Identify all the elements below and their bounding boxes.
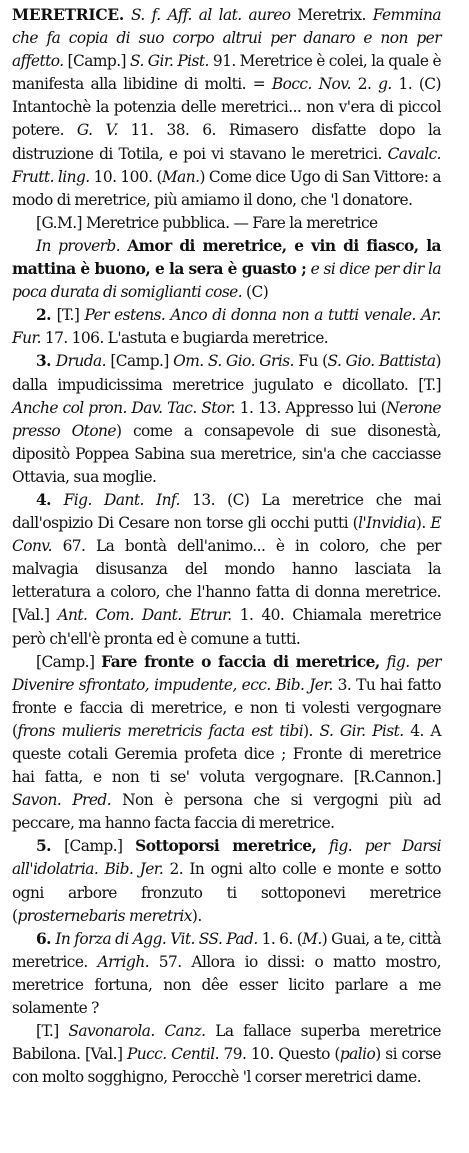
text-run: 3. Tu hai fatto fronte e faccia di meretrice, e non ti volesti vergognare ( xyxy=(12,675,441,740)
sense-2 xyxy=(12,304,441,350)
entry-phrase xyxy=(12,212,441,235)
text-run: frons mulieris meretricis facta est tibi xyxy=(17,721,304,740)
text-run: prosternebaris meretrix xyxy=(17,906,192,925)
text-run: 1. 6. ( xyxy=(257,929,303,948)
text-run: Man. xyxy=(161,167,200,186)
text-run: 2. xyxy=(350,75,379,94)
text-run: [Camp.] xyxy=(36,652,102,671)
text-run: ) dalla impudicissima meretrice jugulato e dicollato. [T.] xyxy=(12,352,441,394)
text-run: G. V. xyxy=(76,121,118,140)
phrase-fare-fronte xyxy=(12,651,441,836)
text-run: ) come a consapevole di sue disonestà, dipositò Poppea Sabina sua meretrice, sin'a che cacciasse Ottavia, sua moglie. xyxy=(12,421,441,486)
entry-definition xyxy=(12,4,441,212)
text-run: g. xyxy=(378,75,392,94)
text-run: ) Come dice Ugo di San Vittore: a modo di meretrice, più amiamo il dono, che 'l donatore. xyxy=(12,167,441,209)
text-run: 6. xyxy=(36,929,56,948)
entry-proverb xyxy=(12,235,441,304)
text-run: La fallace superba meretrice Babilona. [Val.] xyxy=(12,1022,441,1064)
text-run: Non è persona che si vergogni più ad peccare, ma hanno facta faccia di meretrice. xyxy=(12,791,441,833)
text-run: palio xyxy=(339,1045,376,1064)
text-run: M. xyxy=(302,929,322,948)
text-run: S. Gir. Pist. xyxy=(130,52,209,71)
sense-3 xyxy=(12,350,441,489)
text-run: 2. xyxy=(36,306,57,325)
text-run: ). xyxy=(191,906,202,925)
text-run: Fig. Dant. Inf. xyxy=(63,490,180,509)
text-run: 10. 100. ( xyxy=(89,167,162,186)
text-run: S. f. Aff. al lat. aureo xyxy=(130,6,291,24)
text-run: 1. 13. Appresso lui ( xyxy=(235,398,387,417)
text-run: Druda. xyxy=(55,352,107,371)
text-run: Fu ( xyxy=(293,352,328,371)
text-run: 5. xyxy=(36,837,65,856)
citation-savonarola xyxy=(12,1020,441,1089)
text-run: l'Invidia xyxy=(358,514,416,533)
text-run: 1. 40. Chiamala meretrice però ch'ell'è pronta ed è comune a tutti. xyxy=(12,606,442,648)
text-run: [Camp.] xyxy=(64,837,136,856)
text-run: 57. Allora io dissi: o matto mostro, meretrice fortuna, non dêe esser licito parlare a me solamente ? xyxy=(12,952,441,1018)
text-run: ). xyxy=(415,514,431,533)
text-run: [Camp.] xyxy=(106,352,174,371)
text-run: [G.M.] Meretrice pubblica. — Fare la meretrice xyxy=(36,213,378,232)
text-run: Nerone presso Otone xyxy=(12,398,441,440)
text-run: 17. 106. L'astuta e bugiarda meretrice. xyxy=(40,329,329,348)
text-run: Anche col pron. Dav. Tac. Stor. xyxy=(12,398,236,417)
text-run: Savonarola. Canz. xyxy=(68,1022,206,1041)
definition-text xyxy=(12,6,441,209)
text-run: 4. A queste cotali Geremia profeta dice ; Fronte di meretrice hai fatta, e non ti se' voluta vergognare. [R.Cannon.] xyxy=(12,721,441,787)
text-run: 11. 38. 6. Rimasero disfatte dopo la distruzione di Totila, e poi vi stavano le meretrici. xyxy=(12,121,441,163)
text-run: S. Gio. Battista xyxy=(327,352,436,371)
text-run: Per estens. Anco di donna non a tutti venale. Ar. Fur. xyxy=(12,306,441,348)
text-run: 1. (C) Intantochè la potenzia delle meretrici... non v'era di piccol potere. xyxy=(12,75,441,140)
text-run: Bocc. Nov. xyxy=(271,75,351,94)
text-run: e si dice per dir la poca durata di somiglianti cose. xyxy=(12,260,441,302)
text-run: (C) xyxy=(242,283,269,302)
text-run: ) si corse con molto sogghigno, Perocchè 'l corser meretrici dame. xyxy=(12,1045,441,1087)
text-run: fig. per Darsi all'idolatria. Bib. Jer. xyxy=(12,837,441,879)
text-run: [Camp.] xyxy=(63,52,130,71)
text-run: Om. S. Gio. Gris. xyxy=(173,352,294,371)
text-run: Arrigh. xyxy=(97,952,150,971)
text-run: Sottoporsi meretrice, xyxy=(135,837,317,856)
text-run: Cavalc. Frutt. ling. xyxy=(12,144,441,186)
text-run: 79. 10. Questo ( xyxy=(218,1045,340,1064)
text-run: Femmina che fa copia di suo corpo altrui per danaro e non per affetto. xyxy=(12,6,441,71)
text-run: 3. xyxy=(36,352,56,371)
sense-5 xyxy=(12,835,441,927)
text-run: [T.] xyxy=(56,306,85,325)
text-run: S. Gir. Pist. xyxy=(319,721,404,740)
text-run: Pucc. Centil. xyxy=(126,1045,219,1064)
text-run: ). xyxy=(303,721,320,740)
text-run: Savon. Pred. xyxy=(12,791,112,810)
text-run: ) Guai, a te, città meretrice. xyxy=(12,929,441,971)
text-run: [T.] xyxy=(36,1022,69,1041)
text-run: 2. In ogni alto colle e monte e sotto ogni arbore fronzuto ti sottoponevi meretrice ( xyxy=(12,860,441,925)
text-run: 13. (C) La meretrice che mai dall'ospizio Di Cesare non torse gli occhi putti ( xyxy=(12,490,441,533)
text-run: In forza di Agg. Vit. SS. Pad. xyxy=(55,929,258,948)
text-run: E Conv. xyxy=(12,514,441,556)
text-run: In proverb. xyxy=(36,236,121,255)
text-run: 4. xyxy=(36,490,64,509)
text-run: fig. per Divenire sfrontato, impudente, ecc. Bib. Jer. xyxy=(12,652,441,694)
sense-6 xyxy=(12,928,441,1020)
sense-4 xyxy=(12,489,441,651)
text-run: 91. Meretrice è colei, la quale è manifesta alla libidine di molti. = xyxy=(12,52,441,94)
text-run: Fare fronte o faccia di meretrice, xyxy=(101,652,380,671)
headword: MERETRICE. xyxy=(12,6,125,24)
text-run: 67. La bontà dell'animo... è in coloro, che per malvagia disusanza del mondo hanno lasciata la letteratura a coloro, che l'hanno fatta di donna meretrice. [Val.] xyxy=(12,537,441,625)
text-run: Meretrix. xyxy=(290,6,373,24)
text-run: Ant. Com. Dant. Etrur. xyxy=(57,606,232,625)
text-run xyxy=(316,837,329,855)
text-run: Amor di meretrice, e vin di fiasco, la mattina è buono, e la sera è guasto ; xyxy=(12,236,441,279)
